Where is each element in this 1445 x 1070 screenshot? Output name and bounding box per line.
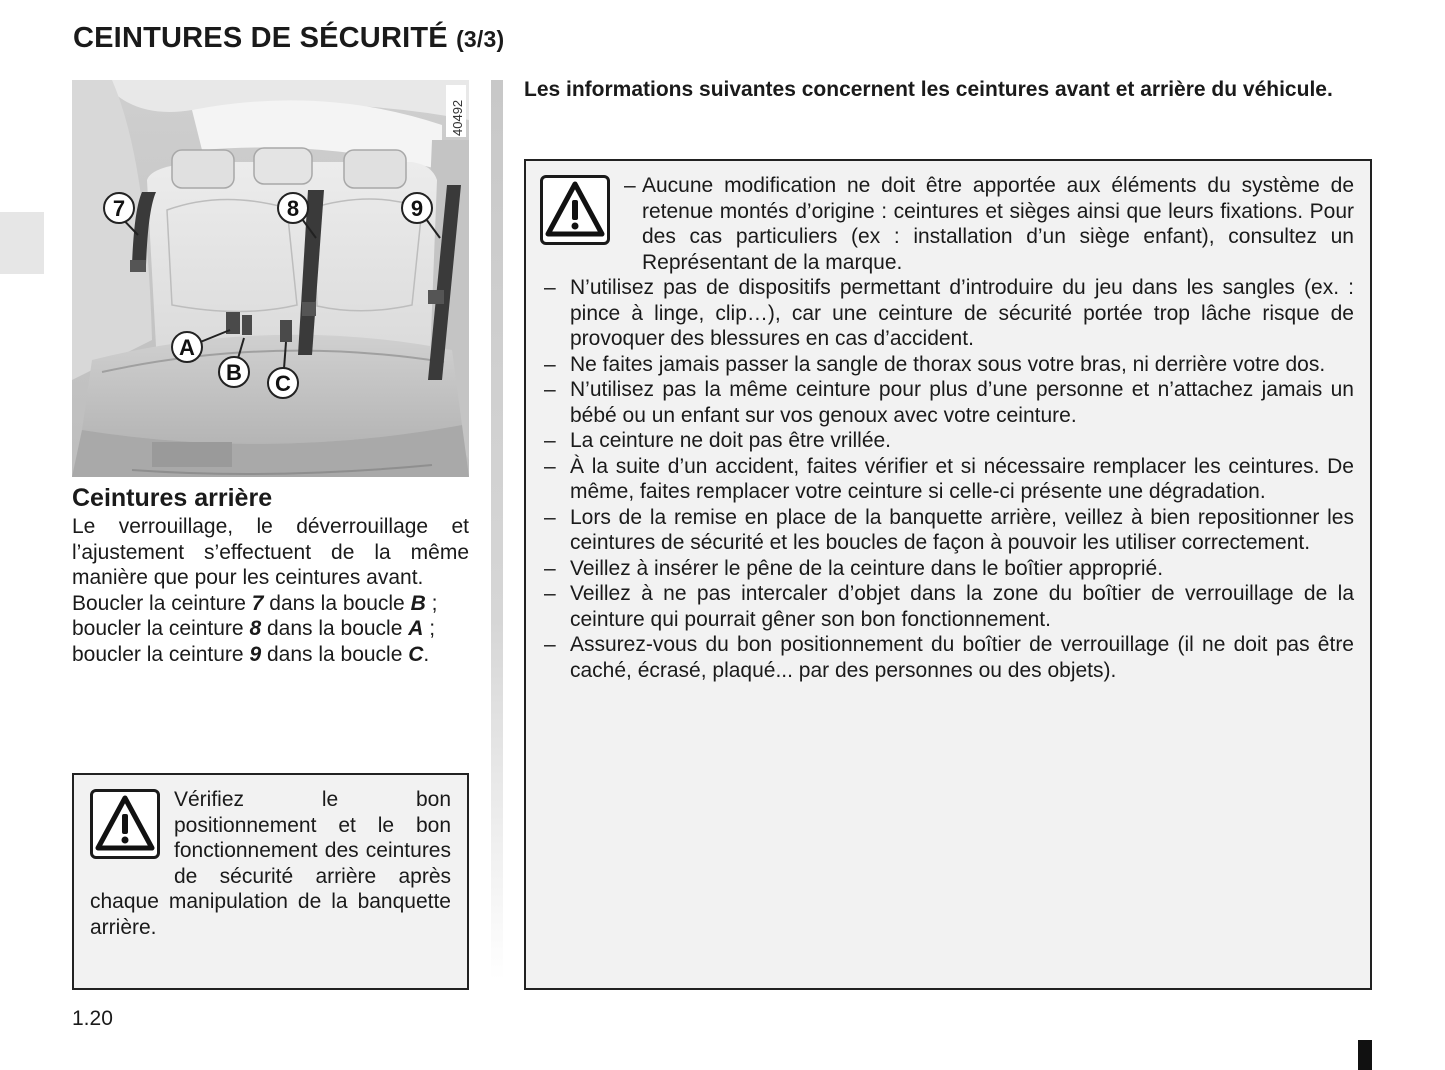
instruction-text: boucler la ceinture xyxy=(72,642,250,666)
instruction-text: . xyxy=(423,642,430,666)
callout-c-label: C xyxy=(275,371,291,396)
rear-belts-instruction-2 xyxy=(72,616,469,642)
rear-belts-instruction-1 xyxy=(72,591,469,617)
warning-item: – Veillez à insérer le pêne de la ceinture dans le boîtier approprié. xyxy=(540,556,1354,582)
warning-item: – Veillez à ne pas intercaler d’objet dans la zone du boîtier de verrouillage de la ceinture qui pourrait gêner son bon fonctionnement. xyxy=(540,581,1354,632)
rear-belts-warning-text: Vérifiez le bon positionnement et le bon fonctionnement des ceintures de sécurité arrière après chaque manipulation de la banquette arrière. xyxy=(90,788,451,939)
page-title-suffix: (3/3) xyxy=(456,26,505,52)
callout-8-label: 8 xyxy=(286,196,300,221)
instruction-text: dans la boucle xyxy=(261,642,409,666)
callout-c xyxy=(268,368,298,398)
page-title-text: CEINTURES DE SÉCURITÉ xyxy=(73,22,448,54)
warning-item: – Ne faites jamais passer la sangle de thorax sous votre bras, ni derrière votre dos. xyxy=(540,352,1354,378)
rear-belts-heading: Ceintures arrière xyxy=(72,484,273,512)
column-divider xyxy=(491,80,503,980)
rear-belts-paragraph: Le verrouillage, le déverrouillage et l’ajustement s’effectuent de la même manière que pour les ceintures avant. xyxy=(72,515,469,589)
rear-belts-instruction-3 xyxy=(72,642,469,668)
belt-ref: 7 xyxy=(251,591,264,615)
warning-item: – Aucune modification ne doit être apportée aux éléments du système de retenue montés d’origine : ceintures et sièges ainsi que leurs fixations. Pour des cas particuliers (ex : installation d’un siège enfant), consultez un Représentant de la marque. xyxy=(624,173,1354,275)
warning-triangle-icon xyxy=(90,789,160,859)
buckle-ref: B xyxy=(410,591,426,615)
warning-item: – Lors de la remise en place de la banquette arrière, veillez à bien repositionner les ceintures de sécurité et les boucles de façon à pouvoir les utiliser correctement. xyxy=(540,505,1354,556)
warning-item: – Assurez-vous du bon positionnement du boîtier de verrouillage (il ne doit pas être caché, écrasé, plaqué... par des personnes ou des objets). xyxy=(540,632,1354,683)
callout-9-label: 9 xyxy=(410,196,424,221)
buckle-ref: A xyxy=(408,617,424,640)
rear-seat-illustration xyxy=(72,80,469,477)
warning-item: – La ceinture ne doit pas être vrillée. xyxy=(540,428,1354,454)
callout-b-label: B xyxy=(226,360,242,385)
callout-b xyxy=(219,357,249,387)
belt-ref: 8 xyxy=(249,617,262,640)
callout-a xyxy=(172,332,202,362)
callout-8 xyxy=(278,193,308,223)
warning-triangle-icon xyxy=(540,175,610,245)
page-corner-marker xyxy=(1358,1040,1372,1070)
rear-belts-warning-box xyxy=(72,773,469,990)
callout-7 xyxy=(104,193,134,223)
instruction-text: boucler la ceinture xyxy=(72,617,250,640)
belts-warning-box xyxy=(524,159,1372,990)
instruction-text: dans la boucle xyxy=(263,591,411,615)
figure-reference-number: 40492 xyxy=(450,99,465,136)
instruction-text: ; xyxy=(425,591,438,615)
instruction-text: dans la boucle xyxy=(261,617,409,640)
belts-warning-list xyxy=(540,173,1354,683)
warning-item: – N’utilisez pas de dispositifs permettant d’introduire du jeu dans les sangles (ex. : pince à linge, clip…), car une ceinture de sécurité portée trop lâche risque de provoquer des blessures en cas d’accident. xyxy=(540,275,1354,352)
buckle-ref: C xyxy=(408,642,424,666)
warning-item: – N’utilisez pas la même ceinture pour plus d’une personne et n’attachez jamais un bébé ou un enfant sur vos genoux avec votre ceinture. xyxy=(540,377,1354,428)
instruction-text: ; xyxy=(423,617,436,640)
callout-a-label: A xyxy=(179,335,195,360)
warning-item: – À la suite d’un accident, faites vérifier et si nécessaire remplacer les ceintures. De même, faites remplacer votre ceinture si celle-ci présente une dégradation. xyxy=(540,454,1354,505)
callout-9 xyxy=(402,193,432,223)
chapter-tab-marker xyxy=(0,212,44,274)
page-title xyxy=(73,22,504,55)
belt-ref: 9 xyxy=(249,642,262,666)
page-number: 1.20 xyxy=(72,1007,113,1030)
belts-info-intro: Les informations suivantes concernent les ceintures avant et arrière du véhicule. xyxy=(524,78,1333,101)
callout-7-label: 7 xyxy=(112,196,126,221)
rear-belts-body xyxy=(72,514,469,667)
instruction-text: Boucler la ceinture xyxy=(72,591,252,615)
